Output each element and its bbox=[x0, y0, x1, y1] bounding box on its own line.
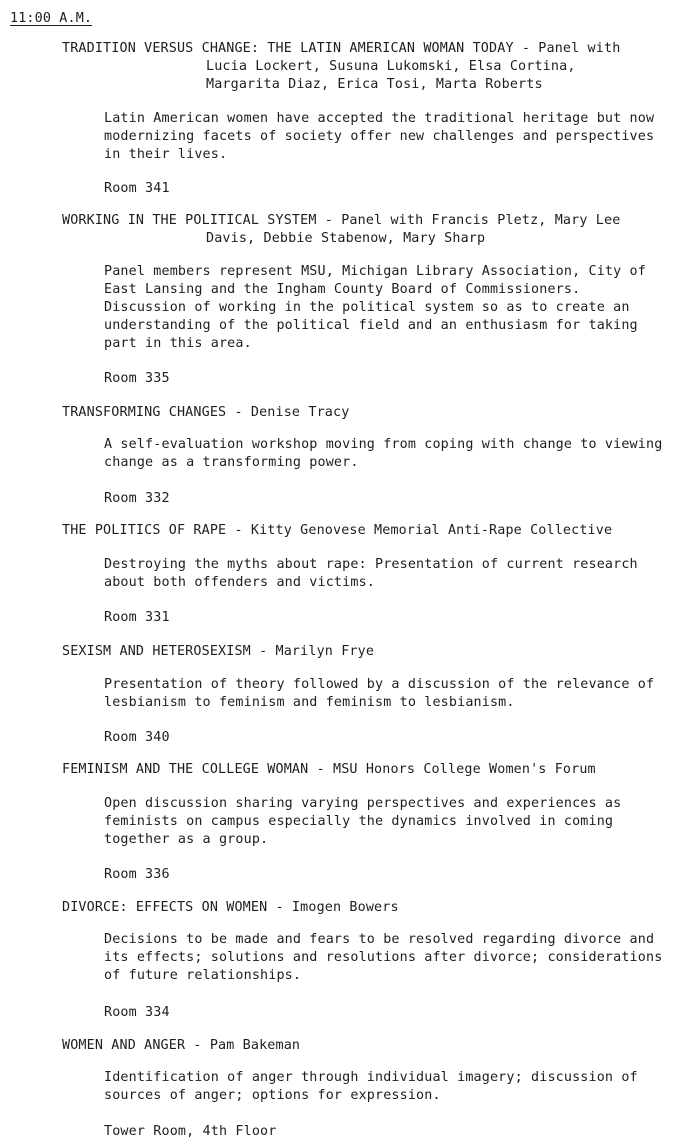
session-room: Room 336 bbox=[104, 867, 170, 882]
session-room: Room 340 bbox=[104, 730, 170, 745]
session-description: Destroying the myths about rape: Presentation of current research about both offenders and victims. bbox=[104, 557, 638, 590]
session-description: Latin American women have accepted the traditional heritage but now modernizing facets of society offer new challenges and perspectives in their lives. bbox=[104, 111, 655, 162]
session-description: Decisions to be made and fears to be resolved regarding divorce and its effects; solutions and resolutions after divorce; considerations of future relationships. bbox=[104, 932, 663, 983]
session-description: Identification of anger through individual imagery; discussion of sources of anger; options for expression. bbox=[104, 1070, 638, 1103]
session-room: Room 335 bbox=[104, 371, 170, 386]
session-room: Room 341 bbox=[104, 181, 170, 196]
time-heading: 11:00 A.M. bbox=[10, 11, 93, 26]
session-title: WORKING IN THE POLITICAL SYSTEM - Panel with Francis Pletz, Mary Lee bbox=[62, 213, 621, 228]
session-room: Room 332 bbox=[104, 491, 170, 506]
session-title: FEMINISM AND THE COLLEGE WOMAN - MSU Honors College Women's Forum bbox=[62, 762, 596, 777]
session-title: TRANSFORMING CHANGES - Denise Tracy bbox=[62, 405, 350, 420]
session-title: DIVORCE: EFFECTS ON WOMEN - Imogen Bowers bbox=[62, 900, 399, 915]
session-title-continued: Lucia Lockert, Susuna Lukomski, Elsa Cortina, Margarita Diaz, Erica Tosi, Marta Roberts bbox=[206, 59, 576, 92]
session-title: WOMEN AND ANGER - Pam Bakeman bbox=[62, 1038, 301, 1053]
session-title: TRADITION VERSUS CHANGE: THE LATIN AMERICAN WOMAN TODAY - Panel with bbox=[62, 41, 621, 56]
session-room: Room 334 bbox=[104, 1005, 170, 1020]
session-description: Open discussion sharing varying perspectives and experiences as feminists on campus especially the dynamics involved in coming together as a group. bbox=[104, 796, 622, 847]
session-description: A self-evaluation workshop moving from coping with change to viewing change as a transforming power. bbox=[104, 437, 663, 470]
session-room: Room 331 bbox=[104, 610, 170, 625]
session-title: THE POLITICS OF RAPE - Kitty Genovese Memorial Anti-Rape Collective bbox=[62, 523, 613, 538]
session-room: Tower Room, 4th Floor bbox=[104, 1124, 277, 1139]
session-title-continued: Davis, Debbie Stabenow, Mary Sharp bbox=[206, 231, 486, 246]
session-description: Panel members represent MSU, Michigan Library Association, City of East Lansing and the Ingham County Board of Commissioners. Discussion of working in the political system so as to create an understanding of the political field and an enthusiasm for taking part in this area. bbox=[104, 264, 646, 351]
session-description: Presentation of theory followed by a discussion of the relevance of lesbianism to feminism and feminism to lesbianism. bbox=[104, 677, 655, 710]
session-title: SEXISM AND HETEROSEXISM - Marilyn Frye bbox=[62, 644, 375, 659]
